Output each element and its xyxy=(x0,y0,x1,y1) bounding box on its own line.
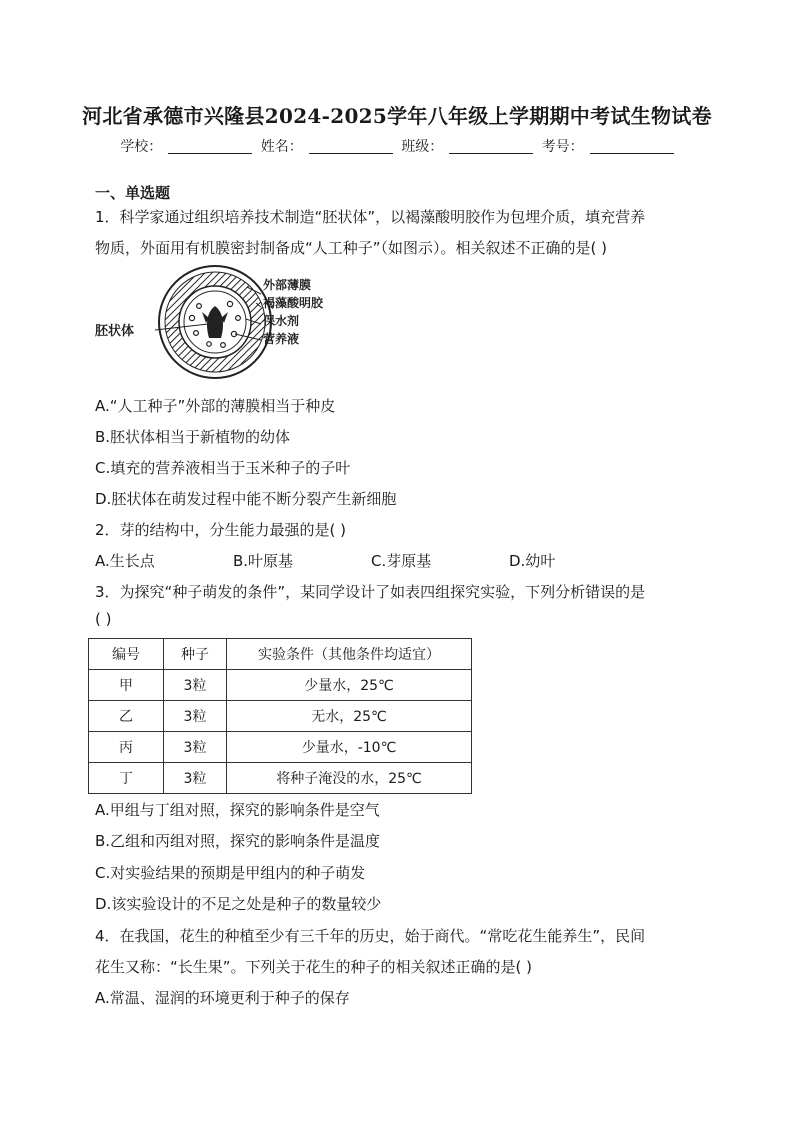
table-header-cell: 实验条件（其他条件均适宜） xyxy=(227,639,472,670)
q3-stem-line2: ( ) xyxy=(95,610,112,628)
table-cell: 甲 xyxy=(89,670,164,701)
q3-stem-line1: 3．为探究“种子萌发的条件”，某同学设计了如表四组探究实验，下列分析错误的是 xyxy=(95,583,646,601)
experiment-table xyxy=(88,638,472,794)
q2-stem: 2．芽的结构中，分生能力最强的是( ) xyxy=(95,521,347,539)
q4-stem-line1: 4．在我国，花生的种植至少有三千年的历史，始于商代。“常吃花生能养生”，民间 xyxy=(95,927,646,945)
figure-label-water-retainer: 保水剂 xyxy=(263,314,300,328)
figure-label-embryoid: 胚状体 xyxy=(95,324,135,339)
table-cell: 3粒 xyxy=(164,732,227,763)
q1-option-c[interactable]: C.填充的营养液相当于玉米种子的子叶 xyxy=(95,459,351,477)
q1-option-a[interactable]: A.“人工种子”外部的薄膜相当于种皮 xyxy=(95,397,336,415)
table-row xyxy=(89,670,472,701)
table-cell: 3粒 xyxy=(164,670,227,701)
table-cell: 无水，25℃ xyxy=(227,701,472,732)
figure-label-outer-film: 外部薄膜 xyxy=(263,278,312,292)
q3-option-c[interactable]: C.对实验结果的预期是甲组内的种子萌发 xyxy=(95,864,366,882)
table-cell: 丙 xyxy=(89,732,164,763)
table-header-cell: 种子 xyxy=(164,639,227,670)
exam-title: 河北省承德市兴隆县2024-2025学年八年级上学期期中考试生物试卷 xyxy=(82,104,712,128)
q2-option-b[interactable]: B.叶原基 xyxy=(233,552,294,570)
exam-number-blank[interactable] xyxy=(590,139,674,154)
q2-option-c[interactable]: C.芽原基 xyxy=(371,552,432,570)
figure-label-nutrient-solution: 营养液 xyxy=(263,332,300,346)
table-header-row xyxy=(89,639,472,670)
q3-option-d[interactable]: D.该实验设计的不足之处是种子的数量较少 xyxy=(95,895,382,913)
q1-stem-line2: 物质，外面用有机膜密封制备成“人工种子”（如图示）。相关叙述不正确的是( ) xyxy=(95,239,608,257)
table-cell: 3粒 xyxy=(164,701,227,732)
q1-option-d[interactable]: D.胚状体在萌发过程中能不断分裂产生新细胞 xyxy=(95,490,397,508)
q2-option-a[interactable]: A.生长点 xyxy=(95,552,155,570)
table-row xyxy=(89,763,472,794)
table-cell: 乙 xyxy=(89,701,164,732)
q2-option-d[interactable]: D.幼叶 xyxy=(509,552,556,570)
q1-stem-line1: 1．科学家通过组织培养技术制造“胚状体”，以褐藻酸明胶作为包埋介质，填充营养 xyxy=(95,208,646,226)
q3-option-a[interactable]: A.甲组与丁组对照，探究的影响条件是空气 xyxy=(95,801,380,819)
section-heading: 一、单选题 xyxy=(95,184,171,202)
name-blank[interactable] xyxy=(309,139,393,154)
q2-options-row xyxy=(95,550,647,571)
class-field-label: 班级： xyxy=(401,139,444,155)
exam-number-field-label: 考号： xyxy=(541,139,584,155)
q4-option-a[interactable]: A.常温、湿润的环境更利于种子的保存 xyxy=(95,989,350,1007)
q4-stem-line2: 花生又称：“长生果”。下列关于花生的种子的相关叙述正确的是( ) xyxy=(95,958,533,976)
artificial-seed-figure xyxy=(95,262,365,380)
table-row xyxy=(89,732,472,763)
table-cell: 3粒 xyxy=(164,763,227,794)
table-cell: 丁 xyxy=(89,763,164,794)
student-info-line xyxy=(0,136,794,156)
figure-label-alginate: 褐藻酸明胶 xyxy=(263,296,324,310)
school-blank[interactable] xyxy=(168,139,252,154)
table-header-cell: 编号 xyxy=(89,639,164,670)
table-cell: 将种子淹没的水，25℃ xyxy=(227,763,472,794)
table-cell: 少量水，25℃ xyxy=(227,670,472,701)
q3-option-b[interactable]: B.乙组和丙组对照，探究的影响条件是温度 xyxy=(95,832,381,850)
name-field-label: 姓名： xyxy=(260,139,303,155)
class-blank[interactable] xyxy=(449,139,533,154)
q1-option-b[interactable]: B.胚状体相当于新植物的幼体 xyxy=(95,428,291,446)
table-cell: 少量水，-10℃ xyxy=(227,732,472,763)
school-field-label: 学校： xyxy=(120,139,163,155)
table-row xyxy=(89,701,472,732)
